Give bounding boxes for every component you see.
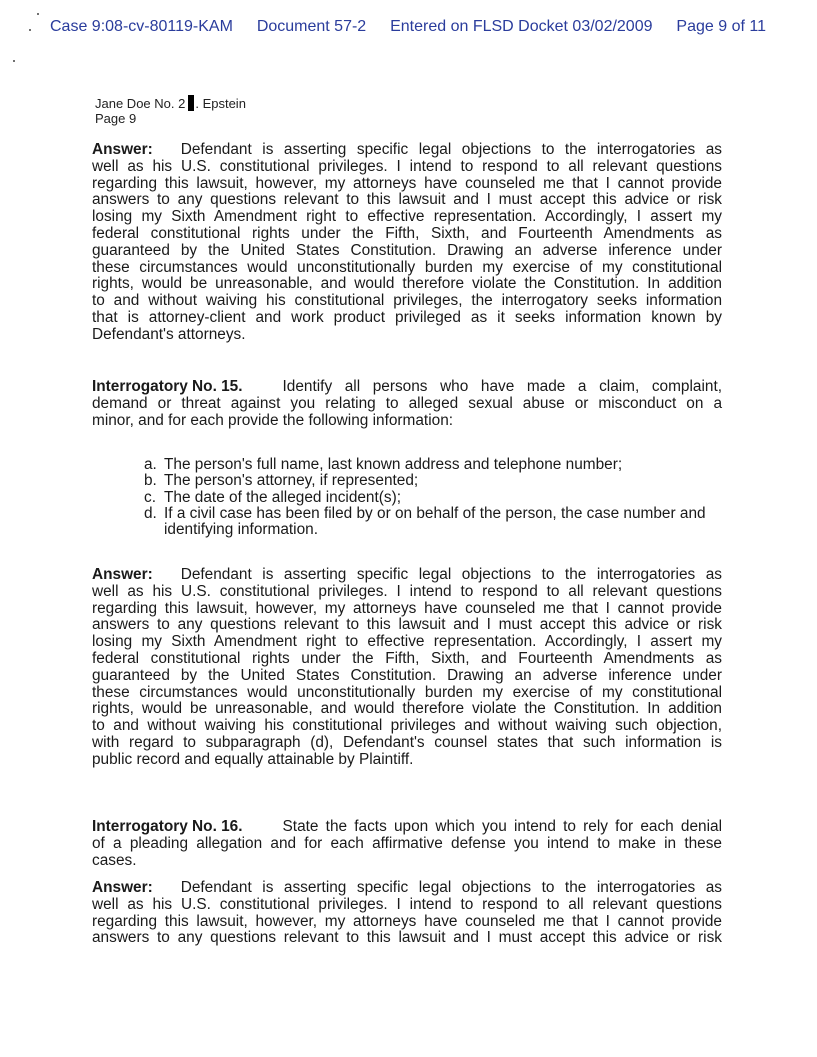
text-line [92, 226, 722, 243]
list-item [144, 506, 722, 539]
text-line [92, 853, 722, 870]
line-text: rights, would be unreasonable, and would therefore violate the Constitution. In addition [92, 700, 722, 718]
line-text: well as his U.S. constitutional privileges. I intend to respond to all relevant questions [92, 582, 722, 600]
text-line [92, 209, 722, 226]
text-line [92, 651, 722, 668]
line-text: federal constitutional rights under the Fifth, Sixth, and Fourteenth Amendments as [92, 224, 722, 242]
text-line [92, 735, 722, 752]
line-text: well as his U.S. constitutional privileges. I intend to respond to all relevant questions [92, 157, 722, 175]
interrogatory-15-list [144, 457, 722, 538]
line-text: Defendant's attorneys. [92, 325, 246, 343]
list-text: The person's full name, last known address and telephone number; [164, 456, 623, 473]
scan-speck [37, 13, 39, 15]
text-line [92, 567, 722, 584]
text-line [92, 617, 722, 634]
text-line [92, 897, 722, 914]
text-line [92, 930, 722, 947]
text-line [92, 701, 722, 718]
line-text: rights, would be unreasonable, and would therefore violate the Constitution. In addition [92, 275, 722, 293]
line-text: regarding this lawsuit, however, my attorneys have counseled me that I cannot provide [92, 599, 722, 617]
caption-title [95, 95, 246, 111]
list-marker: d. [144, 504, 157, 522]
caption-plaintiff: Jane Doe No. 2 [95, 96, 186, 111]
text-line [92, 685, 722, 702]
line-text: regarding this lawsuit, however, my attorneys have counseled me that I cannot provide [92, 174, 722, 192]
text-line [92, 396, 722, 413]
list-item [144, 473, 722, 489]
line-text: these circumstances would unconstitutionally burden my exercise of my constitutional [92, 683, 722, 701]
answer-3 [92, 880, 722, 947]
list-item [144, 457, 722, 473]
line-text: federal constitutional rights under the Fifth, Sixth, and Fourteenth Amendments as [92, 649, 722, 667]
line-text: Identify all persons who have made a claim, complaint, [282, 378, 722, 395]
section-label: Answer: [92, 879, 153, 896]
line-text: Defendant is asserting specific legal objections to the interrogatories as [180, 141, 722, 158]
line-text: to and without waiving his constitutional privileges and without waiving such objection, [92, 717, 722, 735]
section-label: Answer: [92, 141, 153, 158]
list-marker: c. [144, 488, 156, 506]
answer-2 [92, 567, 722, 769]
line-text: with regard to subparagraph (d), Defendant's counsel states that such information is [92, 733, 722, 751]
line-text: that is attorney-client and work product privileged as it seeks information known by [92, 308, 722, 326]
text-line [92, 276, 722, 293]
text-line [92, 634, 722, 651]
section-label: Answer: [92, 566, 153, 583]
text-line [92, 668, 722, 685]
section-label: Interrogatory No. 15. [92, 378, 243, 395]
text-line [92, 413, 722, 430]
text-line [92, 293, 722, 310]
line-text: regarding this lawsuit, however, my attorneys have counseled me that I cannot provide [92, 912, 722, 930]
line-text: answers to any questions relevant to this lawsuit and I must accept this advice or risk [92, 191, 722, 209]
text-line [92, 718, 722, 735]
line-text: well as his U.S. constitutional privileges. I intend to respond to all relevant questions [92, 895, 722, 913]
line-text: State the facts upon which you intend to rely for each denial [282, 818, 722, 835]
line-text: cases. [92, 851, 137, 869]
page-count: Page 9 of 11 [676, 18, 766, 35]
text-line [92, 584, 722, 601]
list-marker: b. [144, 472, 157, 490]
text-line [92, 914, 722, 931]
answer-1 [92, 142, 722, 344]
redaction-bar [188, 95, 194, 111]
list-text: If a civil case has been filed by or on behalf of the person, the case number and identifying information. [164, 504, 706, 539]
line-text: demand or threat against you relating to alleged sexual abuse or misconduct on a [92, 394, 722, 412]
text-line [92, 836, 722, 853]
caption-page: Page 9 [95, 111, 137, 126]
line-text: Defendant is asserting specific legal objections to the interrogatories as [180, 566, 722, 583]
list-item [144, 490, 722, 506]
line-text: of a pleading allegation and for each affirmative defense you intend to make in these [92, 834, 722, 852]
line-text: guaranteed by the United States Constitution. Drawing an adverse inference under [92, 241, 722, 259]
text-line [92, 243, 722, 260]
interrogatory-16 [92, 819, 722, 869]
text-line [92, 819, 722, 836]
line-text: answers to any questions relevant to this lawsuit and I must accept this advice or risk [92, 929, 722, 947]
list-marker: a. [144, 456, 157, 473]
list-text: The person's attorney, if represented; [164, 472, 419, 490]
line-text: Defendant is asserting specific legal objections to the interrogatories as [180, 879, 722, 896]
scan-speck [13, 60, 15, 62]
text-line [92, 601, 722, 618]
docket-entry: Entered on FLSD Docket 03/02/2009 [390, 18, 653, 35]
text-line [92, 327, 722, 344]
line-text: to and without waiving his constitutional privileges, the interrogatory seeks information [92, 292, 722, 310]
scan-speck [29, 29, 31, 31]
list-text: The date of the alleged incident(s); [164, 488, 401, 506]
text-line [92, 159, 722, 176]
text-line [92, 880, 722, 897]
court-header [50, 18, 766, 36]
line-text: public record and equally attainable by Plaintiff. [92, 750, 414, 768]
document-number: Document 57-2 [256, 18, 367, 35]
line-text: these circumstances would unconstitutionally burden my exercise of my constitutional [92, 258, 722, 276]
text-line [92, 752, 722, 769]
line-text: losing my Sixth Amendment right to effective representation. Accordingly, I assert my [92, 208, 722, 226]
text-line [92, 310, 722, 327]
text-line [92, 379, 722, 396]
line-text: minor, and for each provide the following information: [92, 411, 454, 429]
interrogatory-15 [92, 379, 722, 429]
text-line [92, 176, 722, 193]
line-text: answers to any questions relevant to this lawsuit and I must accept this advice or risk [92, 616, 722, 634]
text-line [92, 192, 722, 209]
line-text: losing my Sixth Amendment right to effective representation. Accordingly, I assert my [92, 633, 722, 651]
text-line [92, 142, 722, 159]
section-label: Interrogatory No. 16. [92, 818, 243, 835]
case-number: Case 9:08-cv-80119-KAM [50, 18, 233, 35]
line-text: guaranteed by the United States Constitution. Drawing an adverse inference under [92, 666, 722, 684]
text-line [92, 260, 722, 277]
caption-defendant: . Epstein [195, 96, 246, 111]
